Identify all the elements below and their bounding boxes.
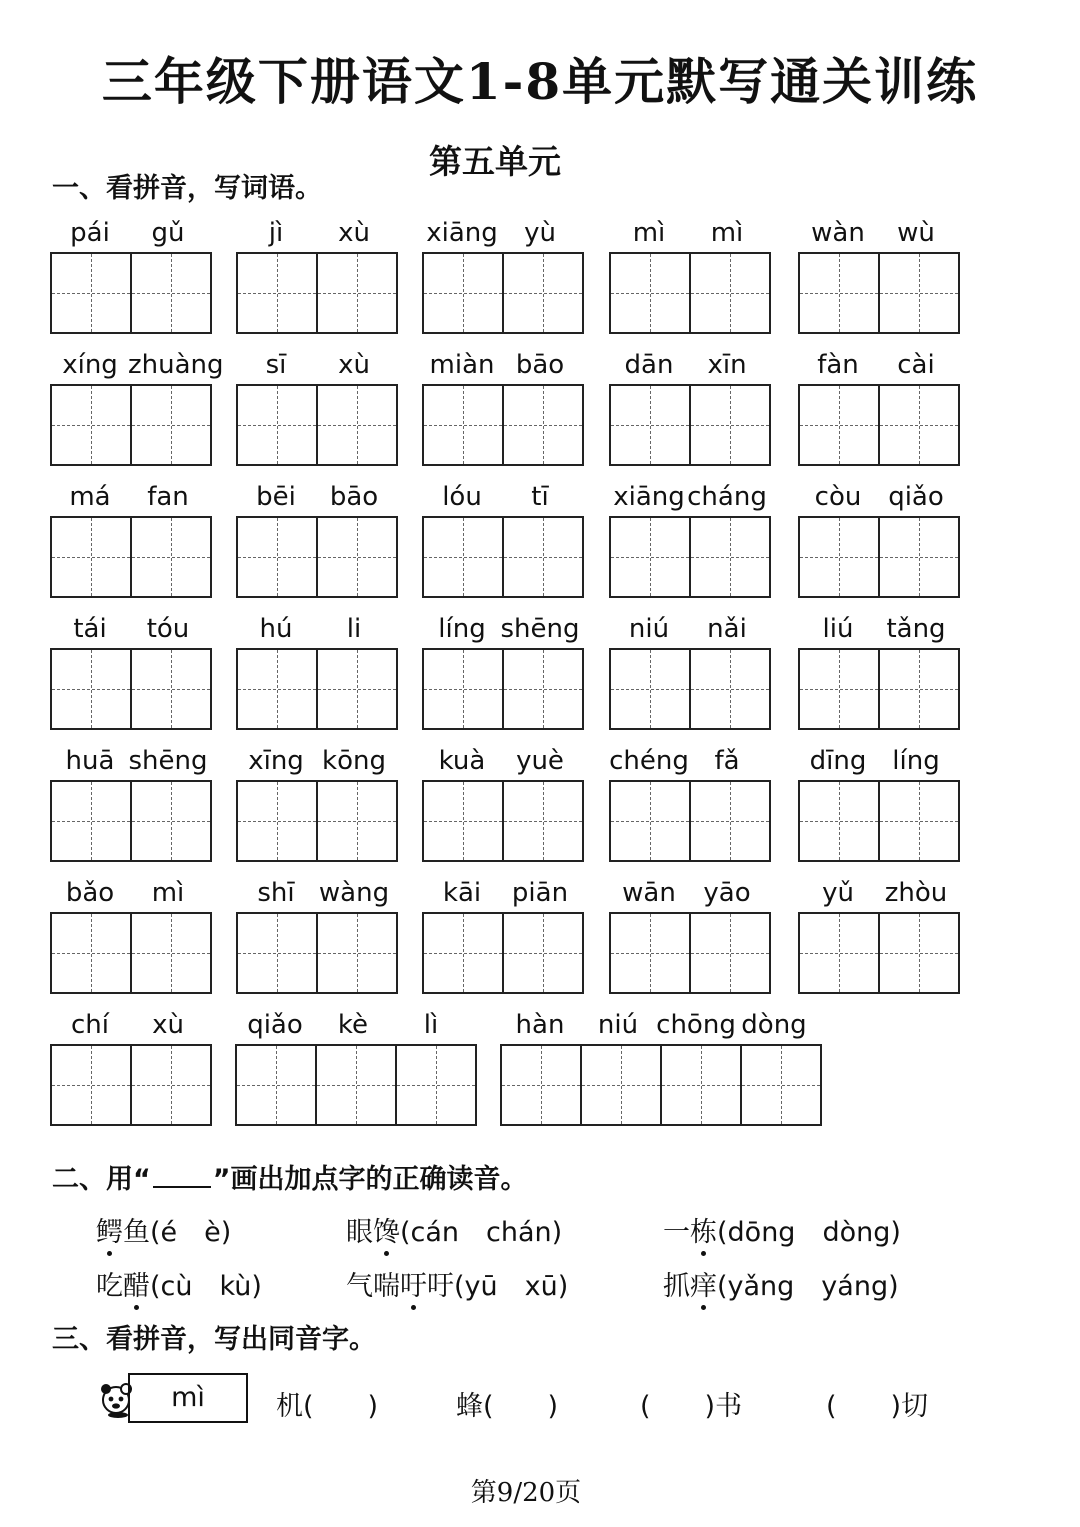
reading-choice-item[interactable]: [96, 1210, 231, 1249]
tianzige-cell[interactable]: [689, 252, 771, 334]
dotted-character: 吁: [400, 1264, 427, 1303]
pinyin-syllable: chéng: [609, 746, 689, 776]
tianzige-cell[interactable]: [422, 252, 504, 334]
section-2-prefix: 二、用“: [52, 1164, 151, 1195]
writing-boxes: [236, 780, 398, 862]
writing-boxes: [798, 384, 960, 466]
word-item: [422, 218, 584, 334]
writing-boxes: [50, 780, 212, 862]
tianzige-cell[interactable]: [422, 384, 504, 466]
tianzige-cell[interactable]: [689, 516, 771, 598]
pinyin-label: [236, 746, 398, 780]
writing-boxes: [798, 912, 960, 994]
pinyin-syllable: qiǎo: [888, 482, 944, 512]
word-item: [798, 614, 960, 730]
pinyin-syllable: qiǎo: [247, 1010, 303, 1040]
tianzige-cell[interactable]: [502, 252, 584, 334]
tianzige-cell[interactable]: [235, 1044, 317, 1126]
word-item: [609, 746, 771, 862]
pinyin-label: [609, 878, 771, 912]
pinyin-syllable: bēi: [256, 482, 296, 512]
writing-boxes: [609, 384, 771, 466]
tianzige-cell[interactable]: [580, 1044, 662, 1126]
tianzige-cell[interactable]: [798, 252, 880, 334]
pinyin-syllable: wàn: [811, 218, 865, 248]
word-item: [609, 878, 771, 994]
pinyin-label: [236, 614, 398, 648]
word-part: 抓: [663, 1271, 690, 1302]
tianzige-cell[interactable]: [502, 516, 584, 598]
writing-boxes: [422, 384, 584, 466]
pinyin-syllable: xīn: [707, 350, 747, 380]
writing-boxes: [500, 1044, 822, 1126]
tianzige-cell[interactable]: [130, 252, 212, 334]
word-item: [422, 350, 584, 466]
pinyin-label: [236, 350, 398, 384]
pinyin-syllable: yuè: [516, 746, 564, 776]
dotted-character: 栋: [690, 1210, 717, 1249]
pinyin-syllable: fǎ: [714, 746, 740, 776]
writing-boxes: [422, 252, 584, 334]
word-item: [798, 878, 960, 994]
tianzige-cell[interactable]: [316, 780, 398, 862]
pinyin-syllable: xù: [152, 1010, 184, 1040]
pinyin-label: [422, 746, 584, 780]
pinyin-syllable: piān: [511, 878, 569, 908]
pinyin-syllable: miàn: [429, 350, 495, 380]
page-number: 第9/20页: [470, 1478, 582, 1508]
tianzige-cell[interactable]: [316, 912, 398, 994]
word-part: 气喘: [346, 1271, 400, 1302]
word-item: [235, 1010, 477, 1126]
word-item: [798, 482, 960, 598]
tianzige-cell[interactable]: [50, 516, 132, 598]
section-2-suffix: ”画出加点字的正确读音。: [212, 1164, 528, 1195]
pinyin-syllable: xíng: [62, 350, 118, 380]
tianzige-cell[interactable]: [502, 780, 584, 862]
pinyin-syllable: dòng: [741, 1010, 807, 1040]
tianzige-cell[interactable]: [130, 516, 212, 598]
pinyin-syllable: cháng: [687, 482, 767, 512]
dotted-character: 鳄: [96, 1210, 123, 1249]
pinyin-label: [422, 350, 584, 384]
pinyin-syllable: dān: [624, 350, 674, 380]
word-item: [422, 614, 584, 730]
pinyin-syllable: chí: [71, 1010, 109, 1040]
tianzige-cell[interactable]: [660, 1044, 742, 1126]
tianzige-cell[interactable]: [130, 780, 212, 862]
pinyin-syllable: gǔ: [151, 218, 185, 248]
writing-boxes: [50, 1044, 212, 1126]
word-item: [798, 218, 960, 334]
tianzige-cell[interactable]: [740, 1044, 822, 1126]
pronunciation-options[interactable]: (cù kù): [150, 1271, 262, 1302]
tianzige-cell[interactable]: [878, 384, 960, 466]
word-item: [609, 482, 771, 598]
writing-boxes: [609, 912, 771, 994]
pinyin-syllable: tī: [531, 482, 549, 512]
writing-boxes: [422, 912, 584, 994]
writing-boxes: [609, 648, 771, 730]
word-item: [50, 746, 212, 862]
pinyin-syllable: líng: [892, 746, 940, 776]
word-item: [798, 746, 960, 862]
reading-choice-item[interactable]: [96, 1264, 262, 1303]
writing-boxes: [798, 780, 960, 862]
word-item: [236, 614, 398, 730]
section-3-heading: 三、看拼音，写出同音字。: [52, 1324, 376, 1355]
writing-boxes: [50, 648, 212, 730]
pinyin-syllable: sī: [265, 350, 287, 380]
pinyin-syllable: bǎo: [65, 878, 115, 908]
word-item: [236, 482, 398, 598]
pinyin-syllable: tóu: [146, 614, 190, 644]
word-row: [50, 218, 970, 350]
pinyin-label: [50, 1010, 212, 1044]
tianzige-cell[interactable]: [798, 912, 880, 994]
tianzige-cell[interactable]: [798, 384, 880, 466]
pinyin-syllable: bāo: [329, 482, 379, 512]
writing-boxes: [236, 252, 398, 334]
pinyin-syllable: má: [69, 482, 111, 512]
pinyin-syllable: bāo: [515, 350, 565, 380]
tianzige-cell[interactable]: [422, 516, 504, 598]
pinyin-label: [422, 482, 584, 516]
tianzige-cell[interactable]: [689, 384, 771, 466]
pronunciation-options[interactable]: (dōng dòng): [717, 1217, 901, 1248]
word-item: [236, 746, 398, 862]
tianzige-cell[interactable]: [689, 780, 771, 862]
word-part: 吃: [96, 1271, 123, 1302]
word-item: [500, 1010, 822, 1126]
writing-boxes: [798, 516, 960, 598]
pronunciation-options[interactable]: (cán chán): [400, 1217, 563, 1248]
tianzige-cell[interactable]: [236, 912, 318, 994]
tianzige-cell[interactable]: [236, 516, 318, 598]
section-1-heading: 一、看拼音，写词语。: [52, 173, 322, 204]
reading-choice-item[interactable]: [346, 1210, 562, 1249]
pinyin-label: [50, 218, 212, 252]
word-item: [50, 482, 212, 598]
pinyin-label: [609, 614, 771, 648]
pinyin-syllable: mì: [632, 218, 666, 248]
tianzige-cell[interactable]: [315, 1044, 397, 1126]
word-row: [50, 482, 970, 614]
unit-heading: 第五单元: [429, 142, 561, 181]
word-item: [50, 218, 212, 334]
tianzige-cell[interactable]: [50, 780, 132, 862]
tianzige-cell[interactable]: [422, 780, 504, 862]
pronunciation-options[interactable]: (yū xū): [454, 1271, 569, 1302]
pinyin-syllable: kuà: [438, 746, 486, 776]
tianzige-cell[interactable]: [609, 912, 691, 994]
writing-boxes: [422, 648, 584, 730]
writing-boxes: [609, 252, 771, 334]
pinyin-syllable: jì: [268, 218, 284, 248]
homophone-item-4[interactable]: ( )切: [826, 1391, 929, 1422]
tianzige-cell[interactable]: [502, 648, 584, 730]
writing-boxes: [236, 384, 398, 466]
pinyin-writing-grid: [50, 218, 970, 1142]
dotted-character: 醋: [123, 1264, 150, 1303]
pinyin-syllable: mì: [710, 218, 744, 248]
pinyin-syllable: líng: [438, 614, 486, 644]
word-item: [236, 350, 398, 466]
pinyin-label: [609, 482, 771, 516]
tianzige-cell[interactable]: [798, 516, 880, 598]
writing-boxes: [50, 516, 212, 598]
word-item: [609, 614, 771, 730]
pinyin-label: [236, 878, 398, 912]
tianzige-cell[interactable]: [502, 384, 584, 466]
pinyin-syllable: lóu: [442, 482, 482, 512]
tianzige-cell[interactable]: [236, 780, 318, 862]
reading-choice-item[interactable]: [346, 1264, 568, 1303]
pinyin-label: [236, 218, 398, 252]
pinyin-syllable: zhòu: [884, 878, 948, 908]
pinyin-syllable: xù: [338, 350, 370, 380]
writing-boxes: [422, 780, 584, 862]
pinyin-label: [609, 746, 771, 780]
tianzige-cell[interactable]: [422, 648, 504, 730]
tianzige-cell[interactable]: [878, 912, 960, 994]
tianzige-cell[interactable]: [316, 252, 398, 334]
tianzige-cell[interactable]: [130, 648, 212, 730]
word-item: [236, 878, 398, 994]
word-item: [798, 350, 960, 466]
writing-boxes: [798, 648, 960, 730]
pinyin-syllable: mì: [151, 878, 185, 908]
pinyin-syllable: yāo: [703, 878, 751, 908]
word-row: [50, 878, 970, 1010]
pinyin-syllable: shēng: [128, 746, 208, 776]
underline-sample: [153, 1186, 211, 1188]
pinyin-syllable: fàn: [817, 350, 859, 380]
pinyin-syllable: huā: [65, 746, 115, 776]
pinyin-label: [422, 878, 584, 912]
tianzige-cell[interactable]: [878, 252, 960, 334]
tianzige-cell[interactable]: [422, 912, 504, 994]
tianzige-cell[interactable]: [878, 648, 960, 730]
pronunciation-options[interactable]: (yǎng yáng): [717, 1271, 899, 1302]
pinyin-syllable: xù: [338, 218, 370, 248]
reading-choice-item[interactable]: [663, 1210, 901, 1249]
pinyin-label: [798, 218, 960, 252]
writing-boxes: [609, 780, 771, 862]
tianzige-cell[interactable]: [130, 912, 212, 994]
homophone-item-3[interactable]: ( )书: [640, 1391, 743, 1422]
writing-boxes: [422, 516, 584, 598]
word-part: 鱼: [123, 1217, 150, 1248]
word-item: [50, 350, 224, 466]
word-item: [50, 1010, 212, 1126]
dotted-character: 痒: [690, 1264, 717, 1303]
pinyin-label: [235, 1010, 477, 1044]
writing-boxes: [236, 912, 398, 994]
word-row: [50, 350, 970, 482]
pinyin-label: [798, 746, 960, 780]
tianzige-cell[interactable]: [236, 252, 318, 334]
pinyin-label: [50, 878, 212, 912]
pinyin-label: [500, 1010, 822, 1044]
pinyin-label: [50, 746, 212, 780]
pinyin-syllable: tǎng: [886, 614, 946, 644]
tianzige-cell[interactable]: [50, 252, 132, 334]
section-2-heading: [52, 1157, 528, 1196]
word-item: [50, 614, 212, 730]
pinyin-syllable: wù: [897, 218, 935, 248]
pinyin-syllable: niú: [628, 614, 670, 644]
page-title: 三年级下册语文1-8单元默写通关训练: [101, 52, 979, 111]
pinyin-syllable: dīng: [809, 746, 867, 776]
pinyin-syllable: xiāng: [613, 482, 685, 512]
word-row: [50, 746, 970, 878]
writing-boxes: [236, 516, 398, 598]
pinyin-syllable: wān: [622, 878, 676, 908]
pinyin-syllable: hàn: [515, 1010, 565, 1040]
pinyin-label: [422, 614, 584, 648]
pinyin-syllable: fan: [147, 482, 189, 512]
homophone-item-2[interactable]: 蜂( ): [456, 1391, 559, 1422]
tianzige-cell[interactable]: [50, 1044, 132, 1126]
pinyin-syllable: kōng: [322, 746, 386, 776]
tianzige-cell[interactable]: [689, 912, 771, 994]
tianzige-cell[interactable]: [50, 648, 132, 730]
pinyin-label: [609, 350, 771, 384]
tianzige-cell[interactable]: [609, 516, 691, 598]
writing-boxes: [798, 252, 960, 334]
pinyin-label: [798, 350, 960, 384]
tianzige-cell[interactable]: [609, 648, 691, 730]
tianzige-cell[interactable]: [609, 780, 691, 862]
pinyin-syllable: cài: [897, 350, 935, 380]
pinyin-syllable: shī: [257, 878, 295, 908]
pinyin-syllable: xīng: [248, 746, 304, 776]
pinyin-label: [798, 614, 960, 648]
pinyin-syllable: kè: [337, 1010, 369, 1040]
word-row: [50, 1010, 970, 1142]
word-item: [236, 218, 398, 334]
pinyin-syllable: kāi: [442, 878, 482, 908]
tianzige-cell[interactable]: [236, 648, 318, 730]
tianzige-cell[interactable]: [236, 384, 318, 466]
writing-boxes: [236, 648, 398, 730]
tianzige-cell[interactable]: [316, 648, 398, 730]
tianzige-cell[interactable]: [798, 648, 880, 730]
writing-boxes: [50, 912, 212, 994]
pinyin-syllable: pái: [70, 218, 110, 248]
pinyin-label: [798, 482, 960, 516]
writing-boxes: [50, 384, 212, 466]
word-part: 一: [663, 1217, 690, 1248]
tianzige-cell[interactable]: [878, 780, 960, 862]
pinyin-label: [50, 614, 212, 648]
reading-choice-item[interactable]: [663, 1264, 899, 1303]
word-row: [50, 614, 970, 746]
word-item: [609, 350, 771, 466]
tianzige-cell[interactable]: [130, 1044, 212, 1126]
word-item: [609, 218, 771, 334]
pinyin-syllable: niú: [597, 1010, 639, 1040]
word-item: [422, 746, 584, 862]
pinyin-syllable: yù: [524, 218, 556, 248]
writing-boxes: [609, 516, 771, 598]
tianzige-cell[interactable]: [609, 252, 691, 334]
tianzige-cell[interactable]: [316, 384, 398, 466]
tianzige-cell[interactable]: [878, 516, 960, 598]
pinyin-syllable: wàng: [318, 878, 390, 908]
dotted-character: 馋: [373, 1210, 400, 1249]
word-item: [422, 878, 584, 994]
pinyin-syllable: zhuàng: [128, 350, 224, 380]
pinyin-label: [798, 878, 960, 912]
pinyin-syllable: còu: [814, 482, 862, 512]
tianzige-cell[interactable]: [50, 384, 132, 466]
pinyin-label: [609, 218, 771, 252]
pinyin-syllable: yǔ: [822, 878, 854, 908]
tianzige-cell[interactable]: [502, 912, 584, 994]
pinyin-syllable: li: [346, 614, 362, 644]
pinyin-prompt-box: mì: [128, 1373, 248, 1423]
word-part: 眼: [346, 1217, 373, 1248]
tianzige-cell[interactable]: [130, 384, 212, 466]
word-item: [422, 482, 584, 598]
pinyin-syllable: liú: [822, 614, 854, 644]
word-part: 吁: [427, 1271, 454, 1302]
writing-boxes: [50, 252, 212, 334]
pinyin-syllable: xiāng: [426, 218, 498, 248]
word-item: [50, 878, 212, 994]
pronunciation-options[interactable]: (é è): [150, 1217, 232, 1248]
writing-boxes: [235, 1044, 477, 1126]
pinyin-label: [50, 482, 212, 516]
tianzige-cell[interactable]: [395, 1044, 477, 1126]
tianzige-cell[interactable]: [609, 384, 691, 466]
pinyin-syllable: hú: [259, 614, 293, 644]
pinyin-syllable: shēng: [500, 614, 580, 644]
tianzige-cell[interactable]: [500, 1044, 582, 1126]
pinyin-syllable: tái: [73, 614, 107, 644]
pinyin-syllable: nǎi: [707, 614, 747, 644]
tianzige-cell[interactable]: [316, 516, 398, 598]
pinyin-label: [50, 350, 224, 384]
pinyin-syllable: lì: [423, 1010, 439, 1040]
tianzige-cell[interactable]: [50, 912, 132, 994]
pinyin-label: [422, 218, 584, 252]
tianzige-cell[interactable]: [689, 648, 771, 730]
pinyin-label: [236, 482, 398, 516]
tianzige-cell[interactable]: [798, 780, 880, 862]
pinyin-syllable: chōng: [656, 1010, 736, 1040]
homophone-item-1[interactable]: 机( ): [276, 1391, 379, 1422]
